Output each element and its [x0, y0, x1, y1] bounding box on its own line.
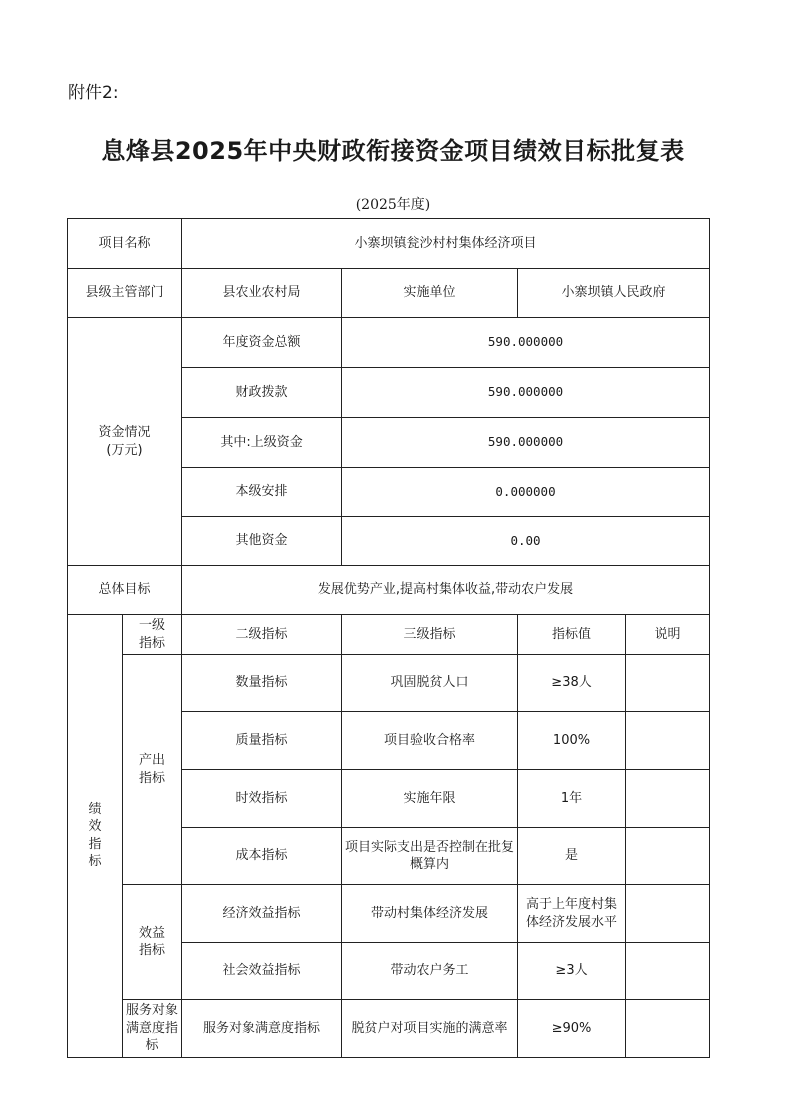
note-header: 说明: [626, 615, 710, 655]
indicator-value: ≥90%: [518, 1000, 626, 1058]
document-title: 息烽县2025年中央财政衔接资金项目绩效目标批复表: [101, 137, 685, 165]
indicator-level3: 带动农户务工: [342, 943, 518, 1000]
indicator-level2: 时效指标: [182, 770, 342, 828]
level1-header: [123, 615, 182, 655]
fund-row-value: 0.000000: [342, 468, 710, 517]
indicator-note: [626, 712, 710, 770]
row-fund-total: [68, 318, 710, 368]
indicator-value: 100%: [518, 712, 626, 770]
project-name-value: 小寨坝镇瓮沙村村集体经济项目: [182, 219, 710, 269]
funds-label-line1: 资金情况: [98, 424, 151, 440]
indicator-level2: 经济效益指标: [182, 885, 342, 943]
output-label-line1: 产出: [139, 753, 166, 769]
performance-char: 指: [88, 836, 102, 852]
annex-label: 附件2:: [68, 83, 119, 103]
output-label-line2: 指标: [139, 770, 166, 786]
performance-char: 标: [88, 854, 102, 870]
indicator-level2: 服务对象满意度指标: [182, 1000, 342, 1058]
performance-char: 绩: [88, 801, 102, 817]
indicator-note: [626, 943, 710, 1000]
indicator-note: [626, 828, 710, 885]
indicator-level3: 脱贫户对项目实施的满意率: [342, 1000, 518, 1058]
fund-row-label: 财政拨款: [182, 368, 342, 418]
performance-label: [68, 615, 123, 1058]
row-satisfaction: [68, 1000, 710, 1058]
funds-label: [68, 318, 182, 566]
value-header: 指标值: [518, 615, 626, 655]
fund-row-label: 其他资金: [182, 517, 342, 566]
indicator-value: 是: [518, 828, 626, 885]
row-indicator-header: [68, 615, 710, 655]
approval-table: [67, 218, 710, 1058]
fund-row-label: 年度资金总额: [182, 318, 342, 368]
implementing-unit-value: 小寨坝镇人民政府: [518, 269, 710, 318]
overall-goal-value: 发展优势产业,提高村集体收益,带动农户发展: [182, 566, 710, 615]
fund-row-value: 590.000000: [342, 368, 710, 418]
indicator-level2: 数量指标: [182, 655, 342, 712]
indicator-level2: 质量指标: [182, 712, 342, 770]
indicator-level3: 带动村集体经济发展: [342, 885, 518, 943]
benefit-label-line2: 指标: [139, 943, 166, 959]
implementing-unit-label: 实施单位: [342, 269, 518, 318]
department-value: 县农业农村局: [182, 269, 342, 318]
fund-row-value: 590.000000: [342, 418, 710, 468]
fund-row-value: 0.00: [342, 517, 710, 566]
fund-row-value: 590.000000: [342, 318, 710, 368]
overall-goal-label: 总体目标: [68, 566, 182, 615]
satisfaction-label-line2: 满意度指: [126, 1020, 179, 1036]
row-project: [68, 219, 710, 269]
satisfaction-indicator-label: [123, 1000, 182, 1058]
level1-header-line2: 指标: [139, 635, 166, 651]
indicator-value: ≥38人: [518, 655, 626, 712]
row-overall-goal: [68, 566, 710, 615]
indicator-value: 1年: [518, 770, 626, 828]
row-department: [68, 269, 710, 318]
satisfaction-label-line3: 标: [145, 1038, 159, 1054]
indicator-value: ≥3人: [518, 943, 626, 1000]
performance-char: 效: [88, 819, 102, 835]
indicator-note: [626, 770, 710, 828]
project-name-label: 项目名称: [68, 219, 182, 269]
satisfaction-label-line1: 服务对象: [126, 1003, 179, 1019]
indicator-level3: 项目实际支出是否控制在批复概算内: [342, 828, 518, 885]
level3-header: 三级指标: [342, 615, 518, 655]
benefit-indicator-label: [123, 885, 182, 1000]
fund-row-label: 其中:上级资金: [182, 418, 342, 468]
fund-row-label: 本级安排: [182, 468, 342, 517]
indicator-value: 高于上年度村集体经济发展水平: [518, 885, 626, 943]
indicator-level2: 成本指标: [182, 828, 342, 885]
year-note: (2025年度): [355, 197, 431, 213]
benefit-label-line1: 效益: [139, 925, 166, 941]
output-indicator-label: [123, 655, 182, 885]
row-benefit-economic: [68, 885, 710, 943]
indicator-level3: 实施年限: [342, 770, 518, 828]
indicator-note: [626, 655, 710, 712]
indicator-note: [626, 1000, 710, 1058]
department-label: 县级主管部门: [68, 269, 182, 318]
indicator-level3: 巩固脱贫人口: [342, 655, 518, 712]
indicator-note: [626, 885, 710, 943]
level2-header: 二级指标: [182, 615, 342, 655]
row-output-quantity: [68, 655, 710, 712]
indicator-level2: 社会效益指标: [182, 943, 342, 1000]
indicator-level3: 项目验收合格率: [342, 712, 518, 770]
level1-header-line1: 一级: [139, 618, 166, 633]
funds-label-line2: (万元): [106, 442, 143, 458]
